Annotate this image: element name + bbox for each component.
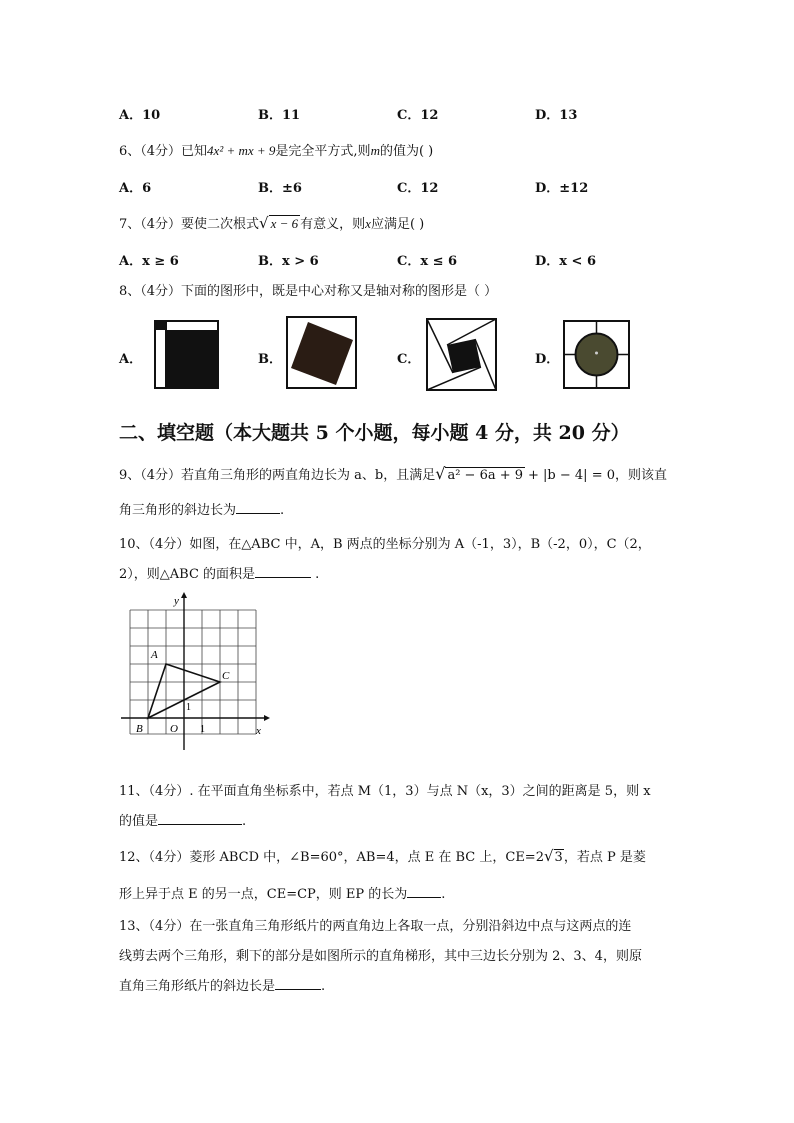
q6-expression: 4x² + mx + 9 (207, 143, 276, 158)
question-9-line-2: 角三角形的斜边长为 . (119, 503, 285, 518)
q11-line2-text: 的值是 (119, 814, 159, 829)
q10-line2-text: 2），则△ABC 的面积是 (119, 567, 256, 582)
q12-prefix: 12、（4分）菱形 ABCD 中，∠B=60°，AB=4，点 E 在 BC 上，CE=2 (119, 850, 544, 865)
q5-option-c: C．12 (397, 108, 439, 123)
y-unit-label: 1 (186, 702, 191, 713)
q8-figure-b (286, 316, 358, 390)
q8-label-a: A． (119, 352, 143, 367)
point-b-label: B (136, 723, 143, 735)
q5-option-b: B．11 (258, 108, 301, 123)
q9-abs-part: + |b − 4| = 0 (528, 468, 615, 483)
q8-label-b: B． (258, 352, 282, 367)
q9-suffix: ，则该直 (615, 468, 668, 483)
q6-option-b: B．±6 (258, 181, 302, 196)
q6-option-c: C．12 (397, 181, 439, 196)
q9-line2-text: 角三角形的斜边长为 (119, 503, 237, 518)
y-axis-label: y (174, 595, 179, 607)
question-11-line-2: 的值是 . (119, 814, 247, 829)
q7-radicand: x − 6 (270, 216, 299, 231)
q7-option-a: A．x ≥ 6 (119, 254, 179, 269)
q12-line2-text: 形上异于点 E 的另一点，CE=CP，则 EP 的长为 (119, 887, 408, 902)
q9-answer-blank[interactable] (236, 501, 280, 514)
x-unit-label: 1 (200, 724, 205, 735)
q7-mid: 有意义，则 (300, 217, 366, 232)
q13-line3-text: 直角三角形纸片的斜边长是 (119, 979, 276, 994)
q7-option-b: B．x > 6 (258, 254, 319, 269)
q12-answer-blank[interactable] (407, 885, 441, 898)
q7-option-d: D．x < 6 (535, 254, 597, 269)
question-7: 7、（4分）要使二次根式√ x − 6 有意义，则x应满足( ) (119, 214, 425, 232)
question-12-line-1: 12、（4分）菱形 ABCD 中，∠B=60°，AB=4，点 E 在 BC 上，CE=2√3，若点 P 是菱 (119, 847, 646, 865)
q8-label-d: D． (535, 352, 560, 367)
q6-mid: 是完全平方式,则 (275, 144, 371, 159)
q10-answer-blank[interactable] (255, 565, 311, 578)
q6-prefix: 6、（4分）已知 (119, 144, 208, 159)
section-title-fill-in: 二、填空题（本大题共 5 个小题，每小题 4 分，共 20 分） (119, 422, 630, 444)
question-13-line-1: 13、（4分）在一张直角三角形纸片的两直角边上各取一点，分别沿斜边中点与这两点的连 (119, 919, 632, 934)
q8-figure-d (563, 320, 631, 390)
q9-prefix: 9、（4分）若直角三角形的两直角边长为 a、b，且满足 (119, 468, 436, 483)
q7-option-c: C．x ≤ 6 (397, 254, 458, 269)
question-13-line-2: 线剪去两个三角形，剩下的部分是如图所示的直角梯形，其中三边长分别为 2、3、4，则原 (119, 949, 642, 964)
question-6 (119, 140, 433, 159)
point-c-label: C (222, 670, 230, 682)
q12-suffix: ，若点 P 是菱 (563, 850, 646, 865)
question-10-line-1: 10、（4分）如图，在△ABC 中，A，B 两点的坐标分别为 A（-1，3），B（-2，0），C（2， (119, 537, 651, 552)
q6-option-a: A．6 (119, 181, 152, 196)
q6-suffix: 的值为( ) (379, 144, 434, 159)
q10-coordinate-grid (118, 590, 270, 766)
q12-sqrt-value: 3 (554, 850, 563, 865)
question-11-line-1: 11、（4分）. 在平面直角坐标系中，若点 M（1，3）与点 N（x，3）之间的距离是 5，则 x (119, 784, 651, 799)
point-a-label: A (151, 649, 158, 661)
question-8: 8、（4分）下面的图形中，既是中心对称又是轴对称的图形是（ ） (119, 284, 498, 299)
q8-figure-a (154, 320, 220, 390)
x-axis-label: x (256, 725, 261, 737)
question-13-line-3: 直角三角形纸片的斜边长是 . (119, 979, 326, 994)
q5-option-a: A．10 (119, 108, 161, 123)
q6-option-d: D．±12 (535, 181, 589, 196)
q8-label-c: C． (397, 352, 421, 367)
q7-var: x (365, 216, 371, 231)
q7-suffix: 应满足( ) (370, 217, 425, 232)
q6-var: m (370, 143, 380, 158)
q9-radicand: a² − 6a + 9 (447, 468, 524, 483)
question-9-line-1: 9、（4分）若直角三角形的两直角边长为 a、b，且满足√ a² − 6a + 9 + |b − 4| = 0，则该直 (119, 464, 668, 483)
q5-option-d: D．13 (535, 108, 578, 123)
question-12-line-2: 形上异于点 E 的另一点，CE=CP，则 EP 的长为 . (119, 887, 446, 902)
origin-label: O (170, 723, 178, 735)
q7-prefix: 7、（4分）要使二次根式 (119, 217, 260, 232)
q8-figure-c (426, 318, 498, 392)
question-10-line-2: 2），则△ABC 的面积是 . (119, 567, 320, 582)
q11-answer-blank[interactable] (158, 812, 242, 825)
q13-answer-blank[interactable] (275, 977, 321, 990)
